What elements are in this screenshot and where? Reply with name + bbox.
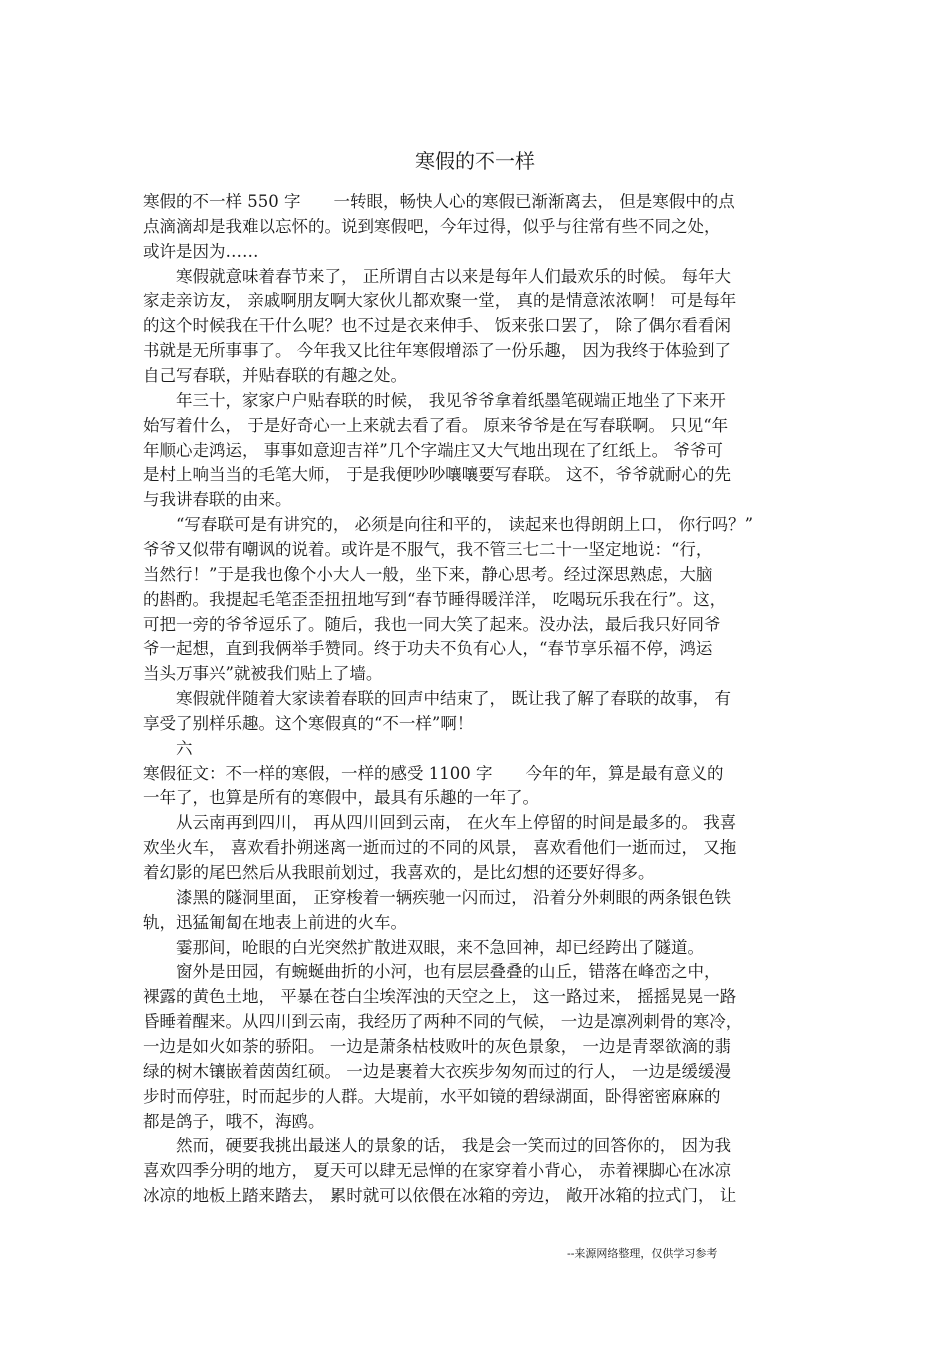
body-text-line: 一边是如火如荼的骄阳。 一边是萧条枯枝败叶的灰色景象， 一边是青翠欲滴的翡 (143, 1036, 731, 1056)
body-text-line: 爷一起想，直到我俩举手赞同。终于功夫不负有心人，“春节享乐福不停，鸿运 (143, 639, 713, 659)
body-text-line: 然而，硬要我挑出最迷人的景象的话， 我是会一笑而过的回答你的， 因为我 (143, 1136, 731, 1156)
body-text-line: 自己写春联，并贴春联的有趣之处。 (143, 366, 407, 385)
body-text-line: 是村上响当当的毛笔大师， 于是我便吵吵嚷嚷要写春联。 这不，爷爷就耐心的先 (143, 465, 731, 485)
body-text-line: 年顺心走鸿运， 事事如意迎吉祥”几个字端庄又大气地出现在了红纸上。 爷爷可 (143, 440, 723, 460)
document-title: 寒假的不一样 (415, 149, 535, 173)
body-text-line: 享受了别样乐趣。这个寒假真的“不一样”啊！ (143, 713, 474, 733)
body-text-line: 轨，迅猛匍匐在地表上前进的火车。 (143, 912, 407, 932)
body-text-line: 着幻影的尾巴然后从我眼前划过，我喜欢的，是比幻想的还要好得多。 (143, 863, 655, 882)
body-text-line: 当头万事兴”就被我们贴上了墙。 (143, 664, 383, 684)
body-text-line: 家走亲访友， 亲戚啊朋友啊大家伙儿都欢聚一堂， 真的是情意浓浓啊！ 可是每年 (143, 291, 737, 311)
body-text-line: 寒假的不一样 550 字 一转眼，畅快人心的寒假已渐渐离去， 但是寒假中的点 (143, 192, 735, 211)
page-footer: --来源网络整理，仅供学习参考 (567, 1247, 718, 1260)
body-text-line: 爷爷又似带有嘲讽的说着。或许是不服气，我不管三七二十一坚定地说：“行， (143, 539, 713, 559)
body-text-line: 漆黑的隧洞里面， 正穿梭着一辆疾驰一闪而过， 沿着分外刺眼的两条银色铁 (143, 887, 731, 907)
body-text-line: 可把一旁的爷爷逗乐了。随后，我也一同大笑了起来。没办法，最后我只好同爷 (143, 614, 721, 634)
body-text-line: 一年了，也算是所有的寒假中，最具有乐趣的一年了。 (143, 788, 539, 808)
body-text-line: 的这个时候我在干什么呢？也不过是衣来伸手、 饭来张口罢了， 除了偶尔看看闲 (143, 316, 731, 336)
body-text-line: 都是鸽子，哦不，海鸥。 (143, 1111, 325, 1131)
body-text-line: 始写着什么， 于是好奇心一上来就去看了看。 原来爷爷是在写春联啊。 只见“年 (143, 415, 729, 435)
body-text-line: 寒假征文：不一样的寒假，一样的感受 1100 字 今年的年，算是最有意义的 (143, 763, 724, 783)
body-text-line: “写春联可是有讲究的， 必须是向往和平的， 读起来也得朗朗上口， 你行吗？” (143, 515, 754, 534)
body-text-line: 的斟酌。我提起毛笔歪歪扭扭地写到“春节睡得暖洋洋， 吃喝玩乐我在行”。这， (143, 589, 727, 609)
body-text-line: 当然行！”于是我也像个小大人一般，坐下来，静心思考。经过深思熟虑，大脑 (143, 564, 713, 584)
body-text-line: 欢坐火车， 喜欢看扑朔迷离一逝而过的不同的风景， 喜欢看他们一逝而过， 又拖 (143, 838, 737, 858)
body-text-line: 年三十，家家户户贴春联的时候， 我见爷爷拿着纸墨笔砚端正地坐了下来开 (143, 390, 726, 410)
body-text-line: 冰凉的地板上踏来踏去， 累时就可以依偎在冰箱的旁边， 敞开冰箱的拉式门， 让 (143, 1186, 737, 1205)
body-text-line: 昏睡着醒来。从四川到云南，我经历了两种不同的气候， 一边是凛冽刺骨的寒冷， (143, 1012, 743, 1032)
body-text-line: 从云南再到四川， 再从四川回到云南， 在火车上停留的时间是最多的。 我喜 (143, 813, 737, 833)
body-text-line: 寒假就意味着春节来了， 正所谓自古以来是每年人们最欢乐的时候。 每年大 (143, 266, 731, 286)
body-text-line: 窗外是田园，有蜿蜒曲折的小河，也有层层叠叠的山丘，错落在峰峦之中， (143, 962, 721, 982)
body-text-line: 霎那间，呛眼的白光突然扩散进双眼，来不急回神，却已经跨出了隧道。 (143, 937, 704, 957)
body-text-line: 寒假就伴随着大家读着春联的回声中结束了， 既让我了解了春联的故事， 有 (143, 689, 731, 708)
body-text-line: 裸露的黄色土地， 平暴在苍白尘埃浑浊的天空之上， 这一路过来， 摇摇晃晃一路 (143, 987, 737, 1007)
body-text-line: 六 (143, 738, 193, 758)
body-text-line: 书就是无所事事了。 今年我又比往年寒假增添了一份乐趣， 因为我终于体验到了 (143, 341, 731, 361)
body-text-line: 步时而停驻，时而起步的人群。大堤前，水平如镜的碧绿湖面，卧得密密麻麻的 (143, 1086, 721, 1106)
body-text-line: 或许是因为…… (143, 241, 259, 261)
body-text-line: 点滴滴却是我难以忘怀的。说到寒假吧，今年过得，似乎与往常有些不同之处， (143, 216, 721, 236)
body-text-line: 绿的树木镶嵌着茵茵红硕。 一边是裹着大衣疾步匆匆而过的行人， 一边是缓缓漫 (143, 1061, 731, 1081)
body-text-line: 喜欢四季分明的地方， 夏天可以肆无忌惮的在家穿着小背心， 赤着裸脚心在冰凉 (143, 1161, 731, 1181)
body-text-line: 与我讲春联的由来。 (143, 490, 292, 510)
